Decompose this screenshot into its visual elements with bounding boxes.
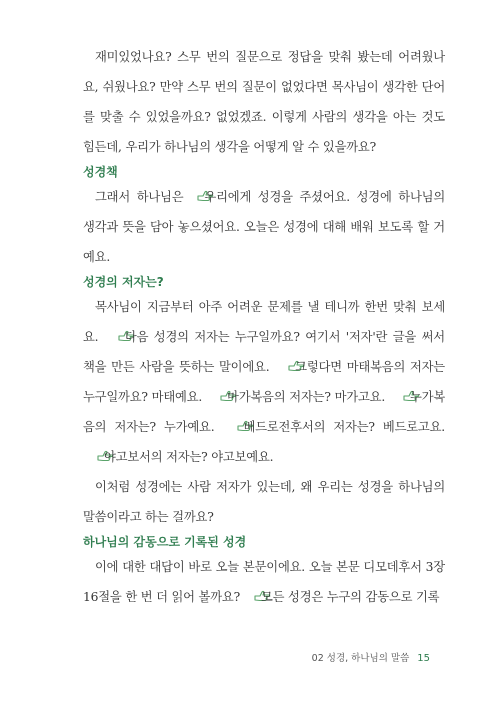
- body-text: [83, 42, 445, 612]
- pointing-hand-icon: [185, 184, 202, 197]
- text-segment: 모든 성경은 누구의 감동으로 기록: [260, 590, 440, 604]
- text-segment: 마가복음의 저자는? 마가고요.: [227, 390, 386, 404]
- heading-bible-book: 성경책: [83, 165, 118, 179]
- text-segment: 다음 성경의 저자는 누구일까요? 여기서 '저자'란 글을 써서 책을 만든 사람을 뜻하는 말이에요.: [83, 330, 445, 374]
- paragraph-bible-authors: [83, 292, 445, 472]
- pointing-hand-icon: [276, 354, 293, 367]
- text-segment: 이에 대한 대답이 바로 오늘 본문이에요. 오늘 본문 디모데후서 3장 16절을 한 번 더 읽어 볼까요?: [83, 560, 445, 604]
- text-segment: 그래서 하나님은: [95, 190, 184, 204]
- pointing-hand-icon: [208, 384, 225, 397]
- heading-bible-authors: 성경의 저자는?: [83, 275, 164, 289]
- text-segment: 누가복음의 저자는? 누가예요.: [83, 390, 446, 434]
- paragraph-bible-book: [83, 182, 445, 272]
- pointing-hand-icon: [106, 324, 123, 337]
- text-segment: 베드로전후서의 저자는? 베드로고요.: [243, 420, 445, 434]
- pointing-hand-icon: [85, 444, 102, 457]
- chapter-title: 02 성경, 하나님의 말씀: [311, 653, 410, 664]
- text-segment: 그렇다면 마태복음의 저자는 누구일까요? 마태예요.: [83, 360, 445, 404]
- text-segment: 우리에게 성경을 주셨어요. 성경에 하나님의 생각과 뜻을 담아 놓으셨어요. 오늘은 성경에 대해 배워 보도록 할 거예요.: [83, 190, 445, 264]
- paragraph-inspired-bible: [83, 552, 445, 612]
- heading-inspired-bible: 하나님의 감동으로 기록된 성경: [83, 535, 247, 549]
- page-footer: [312, 650, 430, 664]
- pointing-hand-icon: [225, 414, 242, 427]
- text-segment: 목사님이 지금부터 아주 어려운 문제를 낼 테니까 한번 맞춰 보세요.: [83, 300, 445, 344]
- paragraph-intro: 재미있었나요? 스무 번의 질문으로 정답을 맞춰 봤는데 어려웠나요, 쉬웠나요? 만약 스무 번의 질문이 없었다면 목사님이 생각한 단어를 맞출 수 있었을까요? 없었겠죠. 이렇게 사람의 생각을 아는 것도 힘든데, 우리가 하나님의 생각을 어떻게 알 수 있을까요?: [83, 50, 445, 154]
- paragraph-why-gods-word: 이처럼 성경에는 사람 저자가 있는데, 왜 우리는 성경을 하나님의 말씀이라고 하는 걸까요?: [83, 480, 445, 524]
- page-number: 15: [417, 653, 430, 664]
- pointing-hand-icon: [391, 384, 408, 397]
- text-segment: 야고보서의 저자는? 야고보예요.: [104, 450, 274, 464]
- pointing-hand-icon: [242, 584, 259, 597]
